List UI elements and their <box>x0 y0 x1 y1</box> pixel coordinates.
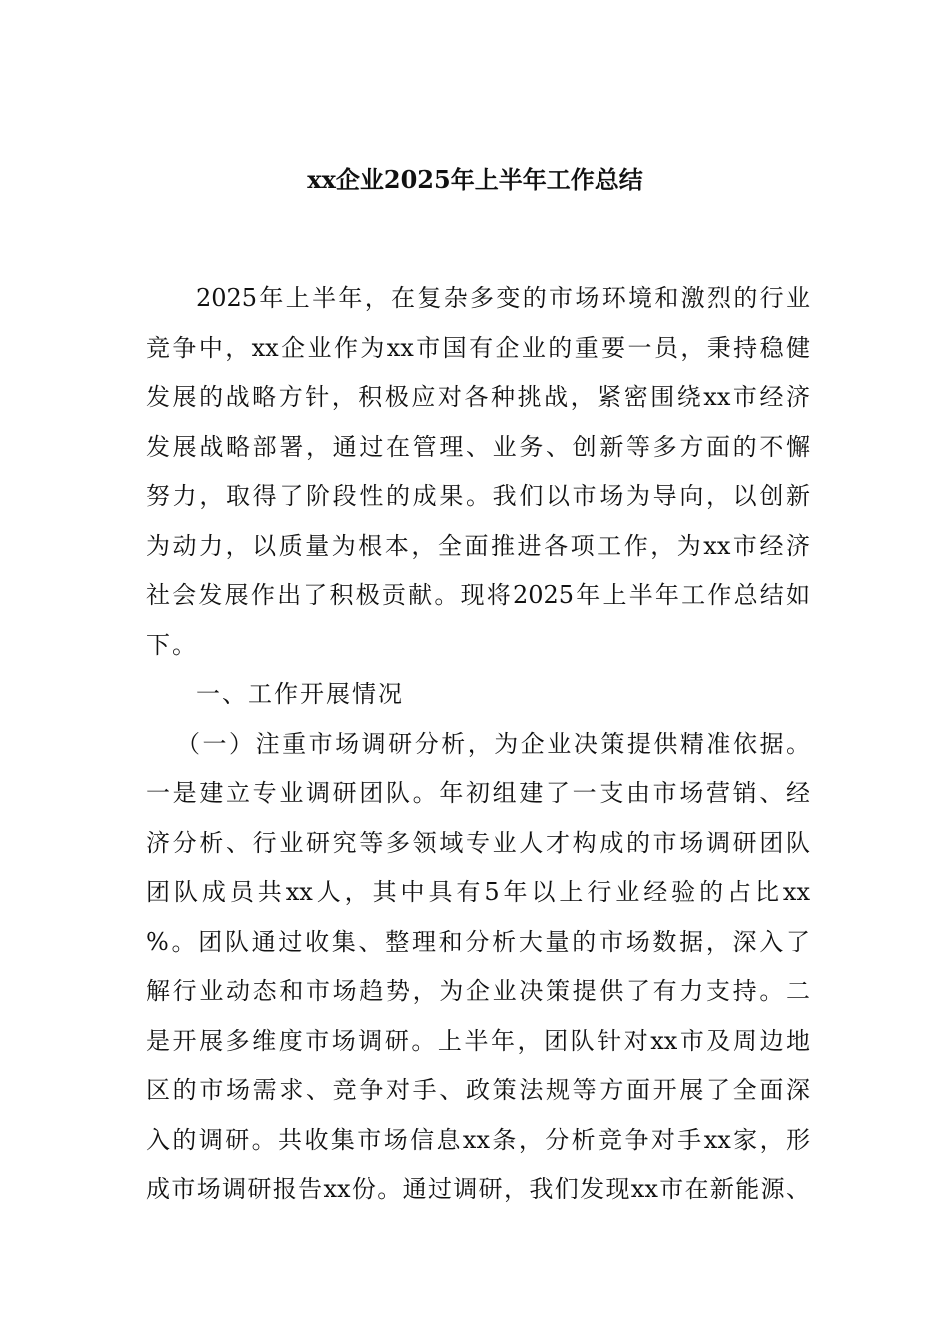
paragraph-line: 成市场调研报告xx份。通过调研，我们发现xx市在新能源、 <box>146 1175 810 1203</box>
paragraph-line: 发展战略部署，通过在管理、业务、创新等多方面的不懈 <box>146 432 810 461</box>
paragraph-line: 努力，取得了阶段性的成果。我们以市场为导向，以创新 <box>146 482 810 510</box>
paragraph-line: 是开展多维度市场调研。上半年，团队针对xx市及周边地 <box>146 1026 810 1055</box>
paragraph-line: 团队成员共xx人，其中具有5年以上行业经验的占比xx <box>146 878 810 906</box>
subsection-heading: （一）注重市场调研分析，为企业决策提供精准依据。 <box>176 729 810 758</box>
paragraph-line: 解行业动态和市场趋势，为企业决策提供了有力支持。二 <box>146 977 810 1005</box>
paragraph-line: 为动力，以质量为根本，全面推进各项工作，为xx市经济 <box>146 531 810 560</box>
paragraph-line: 竞争中，xx企业作为xx市国有企业的重要一员，秉持稳健 <box>146 333 810 362</box>
paragraph-line: %。团队通过收集、整理和分析大量的市场数据，深入了 <box>146 927 810 956</box>
paragraph-line: 入的调研。共收集市场信息xx条，分析竞争对手xx家，形 <box>146 1125 810 1154</box>
document-body <box>146 274 810 1215</box>
paragraph-line: 社会发展作出了积极贡献。现将2025年上半年工作总结如 <box>146 581 810 609</box>
paragraph-line: 2025年上半年，在复杂多变的市场环境和激烈的行业 <box>196 284 810 312</box>
paragraph-line: 区的市场需求、竞争对手、政策法规等方面开展了全面深 <box>146 1076 810 1104</box>
paragraph-line: 一是建立专业调研团队。年初组建了一支由市场营销、经 <box>146 779 810 807</box>
document-title: xx企业2025年上半年工作总结 <box>307 165 643 194</box>
section-heading: 一、工作开展情况 <box>196 680 404 708</box>
paragraph-line: 发展的战略方针，积极应对各种挑战，紧密围绕xx市经济 <box>146 383 810 411</box>
paragraph-line: 济分析、行业研究等多领域专业人才构成的市场调研团队 <box>146 828 810 857</box>
paragraph-line: 下。 <box>146 630 198 659</box>
